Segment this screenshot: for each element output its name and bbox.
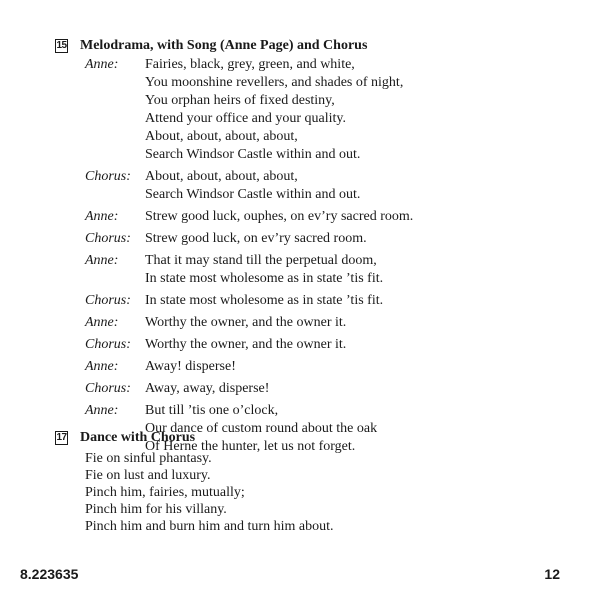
page-number: 12: [544, 566, 560, 582]
lyric-lines: [145, 402, 377, 456]
speaker-label: Anne:: [85, 253, 119, 268]
lyric-line: Worthy the owner, and the owner it.: [145, 315, 347, 330]
track-title: Melodrama, with Song (Anne Page) and Chorus: [80, 38, 368, 53]
dance-lyrics: [85, 450, 333, 535]
lyric-lines: [145, 380, 269, 398]
lyric-line: Fie on sinful phantasy.: [85, 451, 212, 466]
lyric-line: Strew good luck, on ev’ry sacred room.: [145, 231, 367, 246]
lyric-line: Pinch him for his villany.: [85, 502, 227, 517]
lyric-line: But till ’tis one o’clock,: [145, 403, 279, 418]
dialogue-block: [85, 402, 555, 456]
track-15-heading: [55, 38, 367, 54]
lyric-line: Away, away, disperse!: [145, 381, 270, 396]
lyric-lines: [145, 292, 383, 310]
speaker-label: Anne:: [85, 359, 119, 374]
lyric-line: Of Herne the hunter, let us not forget.: [145, 439, 356, 454]
lyric-lines: [145, 336, 346, 354]
lyric-line: Fie on lust and luxury.: [85, 468, 211, 483]
lyric-lines: [145, 358, 236, 376]
catalog-number: 8.223635: [20, 566, 79, 582]
lyric-line: Strew good luck, ouphes, on ev’ry sacred room.: [145, 209, 414, 224]
lyric-line: Attend your office and your quality.: [145, 111, 347, 126]
lyric-line: Worthy the owner, and the owner it.: [145, 337, 347, 352]
lyric-lines: [145, 208, 413, 226]
lyric-line: Away! disperse!: [145, 359, 236, 374]
dialogue-block: [85, 380, 555, 398]
lyric-line: Search Windsor Castle within and out.: [145, 187, 361, 202]
lyric-line: Pinch him and burn him and turn him about.: [85, 519, 334, 534]
lyric-lines: [145, 314, 346, 332]
speaker-label: Anne:: [85, 403, 119, 418]
speaker-label: Chorus:: [85, 381, 131, 396]
dialogue-block: [85, 230, 555, 248]
lyric-line: About, about, about, about,: [145, 169, 298, 184]
lyric-lines: [145, 252, 383, 288]
track-17-heading: [55, 430, 195, 446]
speaker-label: Chorus:: [85, 337, 131, 352]
dialogue-block: [85, 168, 555, 204]
speaker-label: Chorus:: [85, 231, 131, 246]
lyric-line: Search Windsor Castle within and out.: [145, 147, 361, 162]
dialogue-block: [85, 292, 555, 310]
lyric-line: In state most wholesome as in state ’tis fit.: [145, 293, 384, 308]
track-number-badge: 15: [56, 40, 67, 51]
speaker-label: Anne:: [85, 209, 119, 224]
lyric-line: That it may stand till the perpetual doom,: [145, 253, 377, 268]
dialogue: [85, 56, 555, 460]
lyric-line: About, about, about, about,: [145, 129, 298, 144]
lyric-lines: [145, 168, 360, 204]
speaker-label: Anne:: [85, 315, 119, 330]
dialogue-block: [85, 314, 555, 332]
lyric-lines: [145, 56, 403, 164]
lyric-line: You orphan heirs of fixed destiny,: [145, 93, 335, 108]
dialogue-block: [85, 358, 555, 376]
dialogue-block: [85, 252, 555, 288]
lyric-line: In state most wholesome as in state ’tis fit.: [145, 271, 384, 286]
track-title: Dance with Chorus: [80, 430, 196, 445]
lyric-lines: [145, 230, 367, 248]
track-number-badge: 17: [56, 432, 67, 443]
lyric-line: Fairies, black, grey, green, and white,: [145, 57, 355, 72]
lyric-line: Our dance of custom round about the oak: [145, 421, 378, 436]
lyric-line: You moonshine revellers, and shades of night,: [145, 75, 404, 90]
dialogue-block: [85, 56, 555, 164]
speaker-label: Chorus:: [85, 169, 131, 184]
dialogue-block: [85, 336, 555, 354]
speaker-label: Chorus:: [85, 293, 131, 308]
lyric-line: Pinch him, fairies, mutually;: [85, 485, 245, 500]
speaker-label: Anne:: [85, 57, 119, 72]
dialogue-block: [85, 208, 555, 226]
